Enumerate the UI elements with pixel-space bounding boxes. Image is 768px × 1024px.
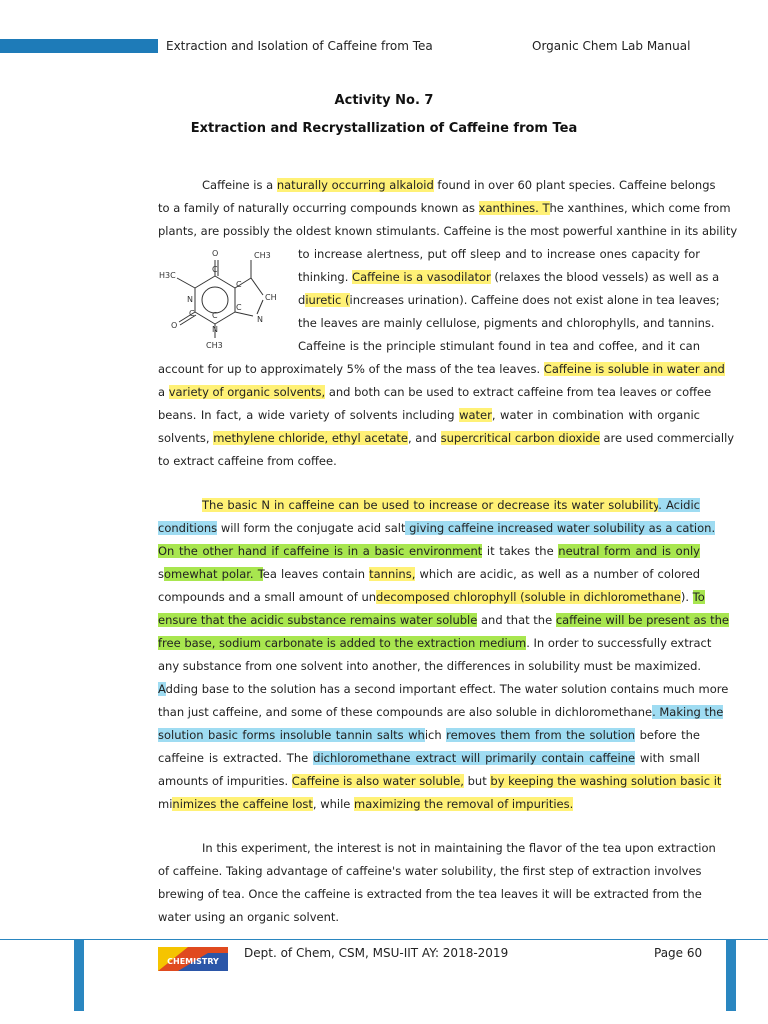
text-segment: the leaves are mainly cellulose, pigments and chlorophylls, and tannins. (298, 316, 715, 330)
activity-number: Activity No. 7 (334, 93, 434, 108)
text-line (158, 200, 731, 216)
text-segment: , while (312, 797, 355, 811)
highlighted-text: xanthines. T (478, 201, 550, 215)
text-segment: any substance from one solvent into another, the differences in solubility must be maximized. (158, 659, 702, 673)
text-line (158, 750, 700, 766)
highlighted-text: . Acidic (658, 498, 701, 512)
text-segment: will form the conjugate acid salt (217, 521, 406, 535)
highlighted-text: Caffeine is a vasodilator (352, 270, 491, 284)
highlighted-text: neutral form and is only (558, 544, 700, 558)
highlighted-text: giving caffeine increased water solubility as a cation. (405, 521, 716, 535)
text-line (158, 909, 700, 925)
highlighted-text: tannins, (369, 567, 416, 581)
text-line (298, 269, 720, 285)
highlighted-text: caffeine will be present as the (555, 613, 730, 627)
caffeine-structure-diagram (155, 240, 295, 358)
text-segment: than just caffeine, and some of these compounds are also soluble in dichloromethane (158, 705, 653, 719)
text-segment: found in over 60 plant species. Caffeine belongs (433, 178, 716, 192)
text-line (298, 338, 700, 354)
text-line (158, 453, 700, 469)
text-line (158, 773, 722, 789)
text-line (158, 430, 735, 446)
text-line (158, 635, 712, 651)
header-right-title: Organic Chem Lab Manual (532, 39, 691, 53)
text-line (158, 177, 716, 193)
molecule-label: N (257, 315, 263, 324)
footer-page-number: Page 60 (654, 946, 703, 960)
text-segment: and both can be used to extract caffeine from tea leaves or coffee (325, 385, 712, 399)
text-segment: thinking. (298, 270, 353, 284)
text-line (158, 840, 716, 856)
text-segment: ea leaves contain (262, 567, 370, 581)
molecule-label: C (236, 280, 242, 289)
highlighted-text: supercritical carbon dioxide (440, 431, 600, 445)
text-segment: , water in combination with organic (491, 408, 701, 422)
text-segment: increases urination). Caffeine does not exist alone in tea leaves; (349, 293, 720, 307)
text-segment: beans. In fact, a wide variety of solvents including (158, 408, 460, 422)
text-segment: to extract caffeine from coffee. (158, 454, 337, 468)
activity-title: Extraction and Recrystallization of Caffeine from Tea (190, 121, 578, 136)
text-line (158, 796, 700, 812)
highlighted-text: . Making the (652, 705, 724, 719)
text-line (158, 681, 729, 697)
text-line (158, 658, 700, 674)
text-segment: solvents, (158, 431, 214, 445)
highlighted-text: omewhat polar. T (164, 567, 263, 581)
molecule-label: O (212, 249, 219, 258)
footer-right-accent-bar (726, 939, 736, 1011)
footer-left-accent-bar (74, 939, 84, 1011)
text-segment: and that the (477, 613, 556, 627)
text-segment: In this experiment, the interest is not in maintaining the flavor of the tea upon extraction (202, 841, 716, 855)
text-segment: to a family of naturally occurring compounds known as (158, 201, 479, 215)
highlighted-text: ensure that the acidic substance remains water soluble (158, 613, 478, 627)
text-segment: of caffeine. Taking advantage of caffeine's water solubility, the first step of extraction involves (158, 864, 702, 878)
highlighted-text: A (158, 682, 166, 696)
highlighted-text: nimizes the caffeine lost (172, 797, 313, 811)
molecule-label: CH3 (206, 341, 223, 350)
molecule-label: H3C (159, 271, 176, 280)
text-line (158, 886, 700, 902)
highlighted-text: free base, sodium carbonate is added to the extraction medium (158, 636, 527, 650)
highlighted-text: variety of organic solvents, (168, 385, 326, 399)
text-segment: he xanthines, which come from (549, 201, 731, 215)
text-line (298, 315, 715, 331)
highlighted-text: solution basic forms insoluble tannin salts wh (158, 728, 425, 742)
footer-department-info: Dept. of Chem, CSM, MSU-IIT AY: 2018-2019 (244, 946, 509, 960)
molecule-label: C (212, 311, 218, 320)
text-segment: with small (635, 751, 700, 765)
highlighted-text: To (692, 590, 705, 604)
highlighted-text: by keeping the washing solution basic it (490, 774, 722, 788)
molecule-label: C (236, 303, 242, 312)
text-line (158, 384, 712, 400)
text-line (158, 566, 700, 582)
header-accent-bar (0, 39, 158, 53)
text-segment: brewing of tea. Once the caffeine is extracted from the tea leaves it will be extracted from the (158, 887, 702, 901)
text-segment: water using an organic solvent. (158, 910, 340, 924)
highlighted-text: conditions (158, 521, 218, 535)
text-segment: . In order to successfully extract (526, 636, 712, 650)
molecule-label: CH (265, 293, 277, 302)
text-segment: to increase alertness, put off sleep and to increase ones capacity for (298, 247, 700, 261)
highlighted-text: Caffeine is soluble in water and (543, 362, 725, 376)
molecule-label: C (189, 309, 195, 318)
text-line (158, 497, 700, 513)
header-left-title: Extraction and Isolation of Caffeine from Tea (166, 39, 433, 53)
highlighted-text: maximizing the removal of impurities. (354, 797, 574, 811)
highlighted-text: naturally occurring alkaloid (276, 178, 434, 192)
text-segment: Caffeine is the principle stimulant found in tea and coffee, and it can (298, 339, 700, 353)
text-line (158, 727, 700, 743)
text-line (158, 223, 738, 239)
text-line (158, 361, 725, 377)
text-segment: caffeine is extracted. The (158, 751, 314, 765)
text-segment: d (298, 293, 306, 307)
text-line (298, 292, 720, 308)
highlighted-text: iuretic ( (305, 293, 350, 307)
text-segment: compounds and a small amount of un (158, 590, 377, 604)
highlighted-text: soluble in dichloromethane (524, 590, 681, 604)
molecule-label: N (212, 325, 218, 334)
text-segment: which are acidic, as well as a number of colored (415, 567, 700, 581)
text-segment: it takes the (482, 544, 559, 558)
text-line (158, 520, 716, 536)
highlighted-text: The basic N in caffeine can be used to increase or decrease its water solubility (202, 498, 659, 512)
text-segment: before the (635, 728, 700, 742)
highlighted-text: On the other hand if caffeine is in a basic environment (158, 544, 483, 558)
text-segment: ich (424, 728, 447, 742)
text-segment: mi (158, 797, 173, 811)
highlighted-text: dichloromethane extract will primarily contain caffeine (313, 751, 636, 765)
text-line (158, 863, 700, 879)
highlighted-text: water (459, 408, 492, 422)
footer-divider (0, 939, 768, 940)
highlighted-text: decomposed chlorophyll ( (376, 590, 525, 604)
text-segment: (relaxes the blood vessels) as well as a (490, 270, 720, 284)
text-segment: amounts of impurities. (158, 774, 292, 788)
text-segment: , and (407, 431, 441, 445)
molecule-label: CH3 (254, 251, 271, 260)
text-segment: s (158, 567, 164, 581)
text-segment: a (158, 385, 169, 399)
text-segment: ). (680, 590, 693, 604)
text-line (158, 704, 724, 720)
text-line (158, 407, 700, 423)
text-segment: dding base to the solution has a second important effect. The water solution contains much more (165, 682, 729, 696)
text-line (158, 589, 705, 605)
highlighted-text: methylene chloride, ethyl acetate (213, 431, 408, 445)
text-line (158, 543, 700, 559)
molecule-label: O (171, 321, 178, 330)
text-segment: but (463, 774, 491, 788)
text-line (298, 246, 700, 262)
text-segment: are used commercially (599, 431, 735, 445)
highlighted-text: removes them from the solution (446, 728, 636, 742)
text-segment: Caffeine is a (202, 178, 277, 192)
text-segment: plants, are possibly the oldest known stimulants. Caffeine is the most powerful xanthine in its ability (158, 224, 738, 238)
chemistry-logo-icon (158, 947, 228, 971)
molecule-label: C (212, 265, 218, 274)
text-line (158, 612, 730, 628)
text-segment: account for up to approximately 5% of the mass of the tea leaves. (158, 362, 544, 376)
highlighted-text: Caffeine is also water soluble, (291, 774, 464, 788)
molecule-label: N (187, 295, 193, 304)
logo-text: CHEMISTRY (167, 957, 219, 966)
